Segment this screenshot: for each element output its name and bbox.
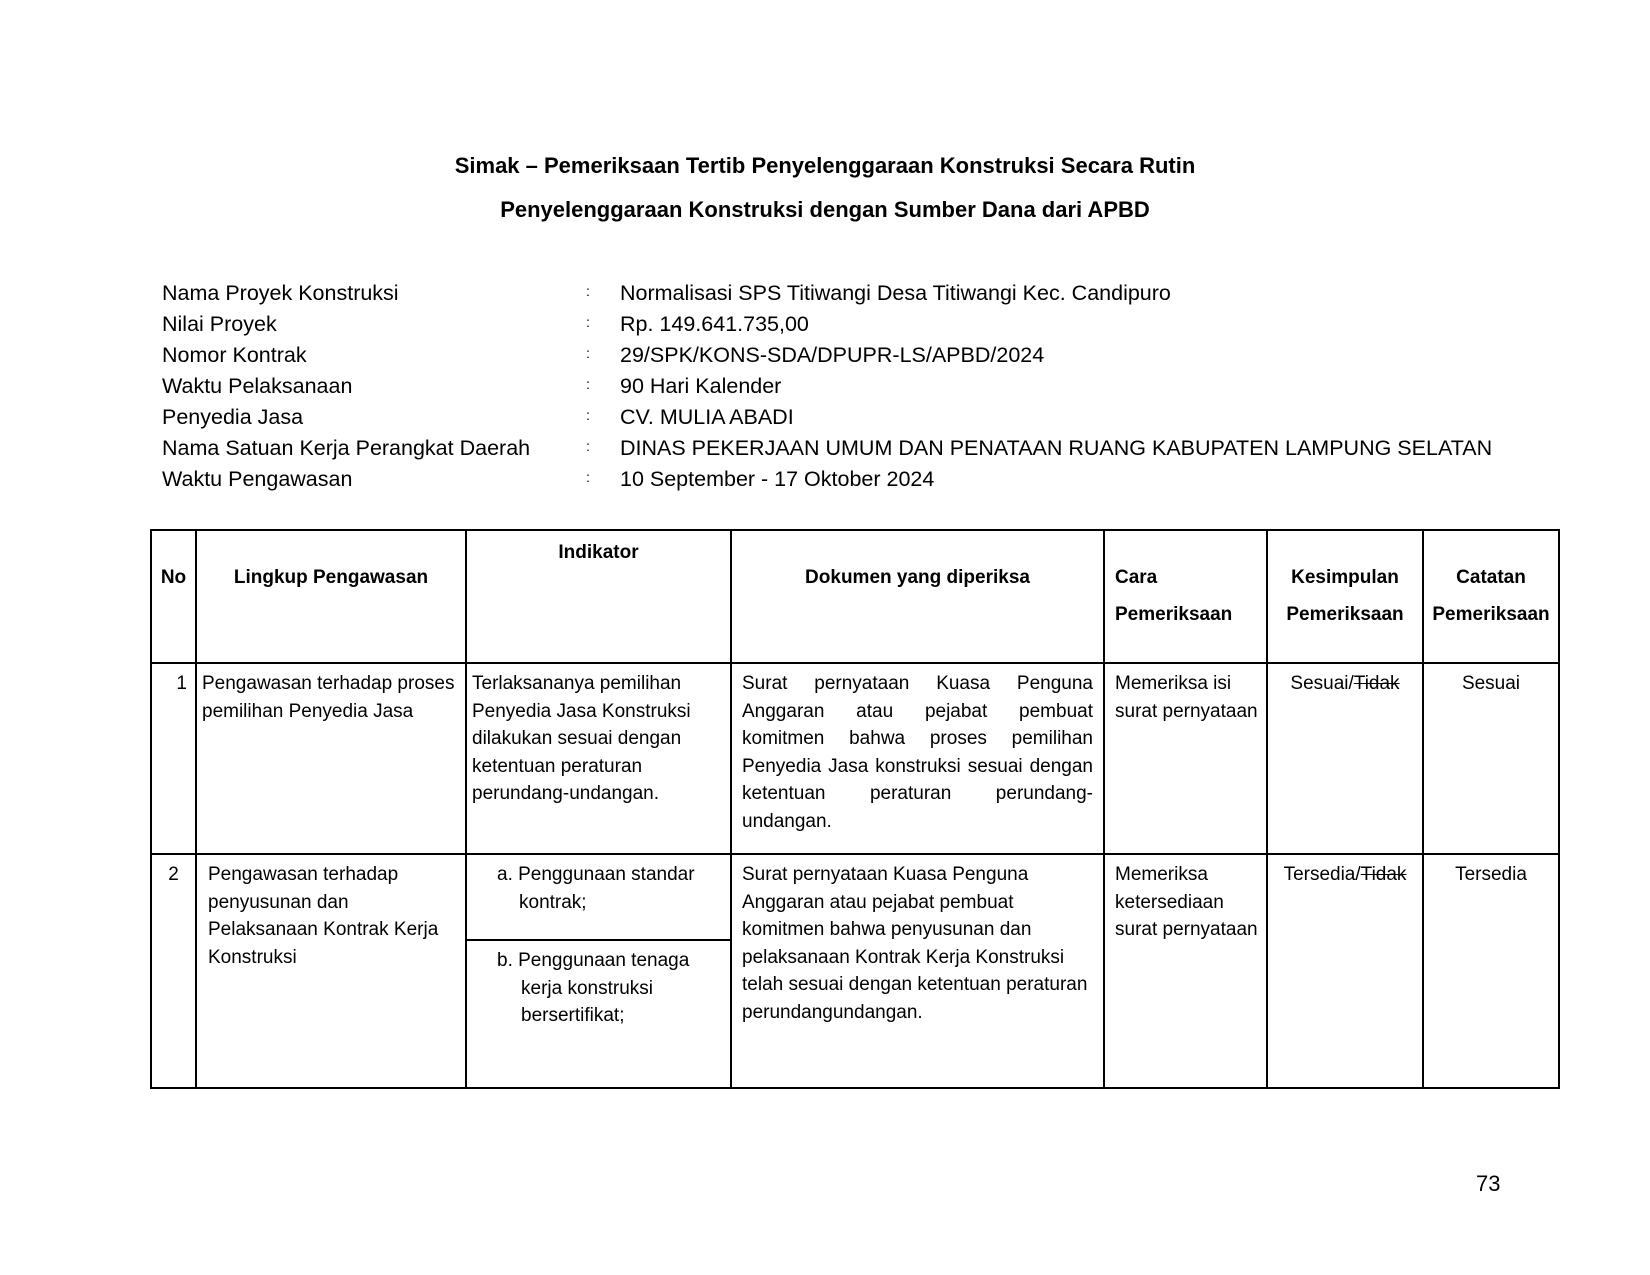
row-lingkup: Pengawasan terhadap penyusunan dan Pelaksanaan Kontrak Kerja Konstruksi [196, 854, 466, 1088]
header-kesimpulan [1267, 530, 1423, 663]
header-dokumen [731, 530, 1104, 663]
info-label: Nama Proyek Konstruksi [162, 281, 399, 305]
info-value: CV. MULIA ABADI [620, 405, 794, 429]
row-catatan: Tersedia [1423, 854, 1559, 1088]
row-number: 2 [151, 854, 196, 1088]
header-label: Lingkup Pengawasan [233, 567, 429, 588]
row-kesimpulan [1267, 854, 1423, 1088]
info-colon: : [586, 345, 590, 361]
row-indikator: Terlaksananya pemilihan Penyedia Jasa Konstruksi dilakukan sesuai dengan ketentuan peraturan perundang-undangan. [466, 663, 731, 854]
indikator-sub-a [467, 855, 730, 941]
row-dokumen: Surat pernyataan Kuasa Penguna Anggaran atau pejabat pembuat komitmen bahwa penyusunan dan pelaksanaan Kontrak Kerja Konstruksi telah sesuai dengan ketentuan peraturan perundangundangan. [731, 854, 1104, 1088]
kesimpulan-struck-option: Tidak [1353, 673, 1400, 694]
page-number: 73 [1476, 1171, 1501, 1196]
header-no [151, 530, 196, 663]
row-kesimpulan [1267, 663, 1423, 854]
row-number: 1 [151, 663, 196, 854]
header-label: Kesimpulan [1291, 567, 1399, 588]
kesimpulan-struck-option: Tidak [1360, 864, 1407, 885]
header-label: Catatan [1456, 567, 1526, 588]
header-label: Dokumen yang diperiksa [805, 567, 1030, 588]
indikator-a-text: a. Penggunaan standar kontrak; [497, 864, 695, 913]
info-label: Penyedia Jasa [162, 405, 304, 429]
row-cara: Memeriksa isi surat pernyataan [1104, 663, 1267, 854]
document-subtitle: Penyelenggaraan Konstruksi dengan Sumber Dana dari APBD [500, 197, 1150, 222]
row-dokumen: Surat pernyataan Kuasa Penguna Anggaran atau pejabat pembuat komitmen bahwa proses pemilihan Penyedia Jasa konstruksi sesuai dengan ketentuan peraturan perundang-undangan. [731, 663, 1104, 854]
row-cara: Memeriksa ketersediaan surat pernyataan [1104, 854, 1267, 1088]
info-value: 10 September - 17 Oktober 2024 [620, 467, 935, 491]
info-value: DINAS PEKERJAAN UMUM DAN PENATAAN RUANG KABUPATEN LAMPUNG SELATAN [620, 436, 1493, 460]
info-value: Rp. 149.641.735,00 [620, 312, 809, 336]
info-label: Waktu Pengawasan [162, 467, 353, 491]
indikator-sub-b [467, 941, 730, 1030]
info-colon: : [586, 469, 590, 485]
header-catatan [1423, 530, 1559, 663]
info-colon: : [586, 376, 590, 392]
info-value: 29/SPK/KONS-SDA/DPUPR-LS/APBD/2024 [620, 343, 1045, 367]
table-row [151, 854, 1559, 1088]
header-label: Pemeriksaan [1286, 604, 1404, 625]
header-label: Cara [1115, 567, 1158, 588]
info-label: Nama Satuan Kerja Perangkat Daerah [162, 436, 531, 460]
document-title: Simak – Pemeriksaan Tertib Penyelenggaraan Konstruksi Secara Rutin [454, 153, 1196, 178]
header-label: Indikator [558, 542, 639, 563]
kesimpulan-selected: Sesuai/ [1290, 673, 1354, 694]
row-lingkup: Pengawasan terhadap proses pemilihan Penyedia Jasa [196, 663, 466, 854]
header-lingkup [196, 530, 466, 663]
table-header-row [151, 530, 1559, 663]
header-label: Pemeriksaan [1115, 604, 1233, 625]
header-label: Pemeriksaan [1432, 604, 1550, 625]
info-value: Normalisasi SPS Titiwangi Desa Titiwangi Kec. Candipuro [620, 281, 1171, 305]
indikator-b-text: b. Penggunaan tenaga kerja konstruksi bersertifikat; [497, 950, 690, 1026]
row-indikator [466, 854, 731, 1088]
table-row [151, 663, 1559, 854]
kesimpulan-selected: Tersedia/ [1283, 864, 1361, 885]
header-label: No [160, 567, 187, 588]
info-label: Waktu Pelaksanaan [162, 374, 353, 398]
header-indikator [466, 530, 731, 663]
inspection-table [150, 529, 1560, 1089]
info-colon: : [586, 438, 590, 454]
info-colon: : [586, 407, 590, 423]
row-catatan: Sesuai [1423, 663, 1559, 854]
info-value: 90 Hari Kalender [620, 374, 782, 398]
info-label: Nilai Proyek [162, 312, 277, 336]
info-label: Nomor Kontrak [162, 343, 307, 367]
info-colon: : [586, 314, 590, 330]
header-cara [1104, 530, 1267, 663]
info-colon: : [586, 283, 590, 299]
